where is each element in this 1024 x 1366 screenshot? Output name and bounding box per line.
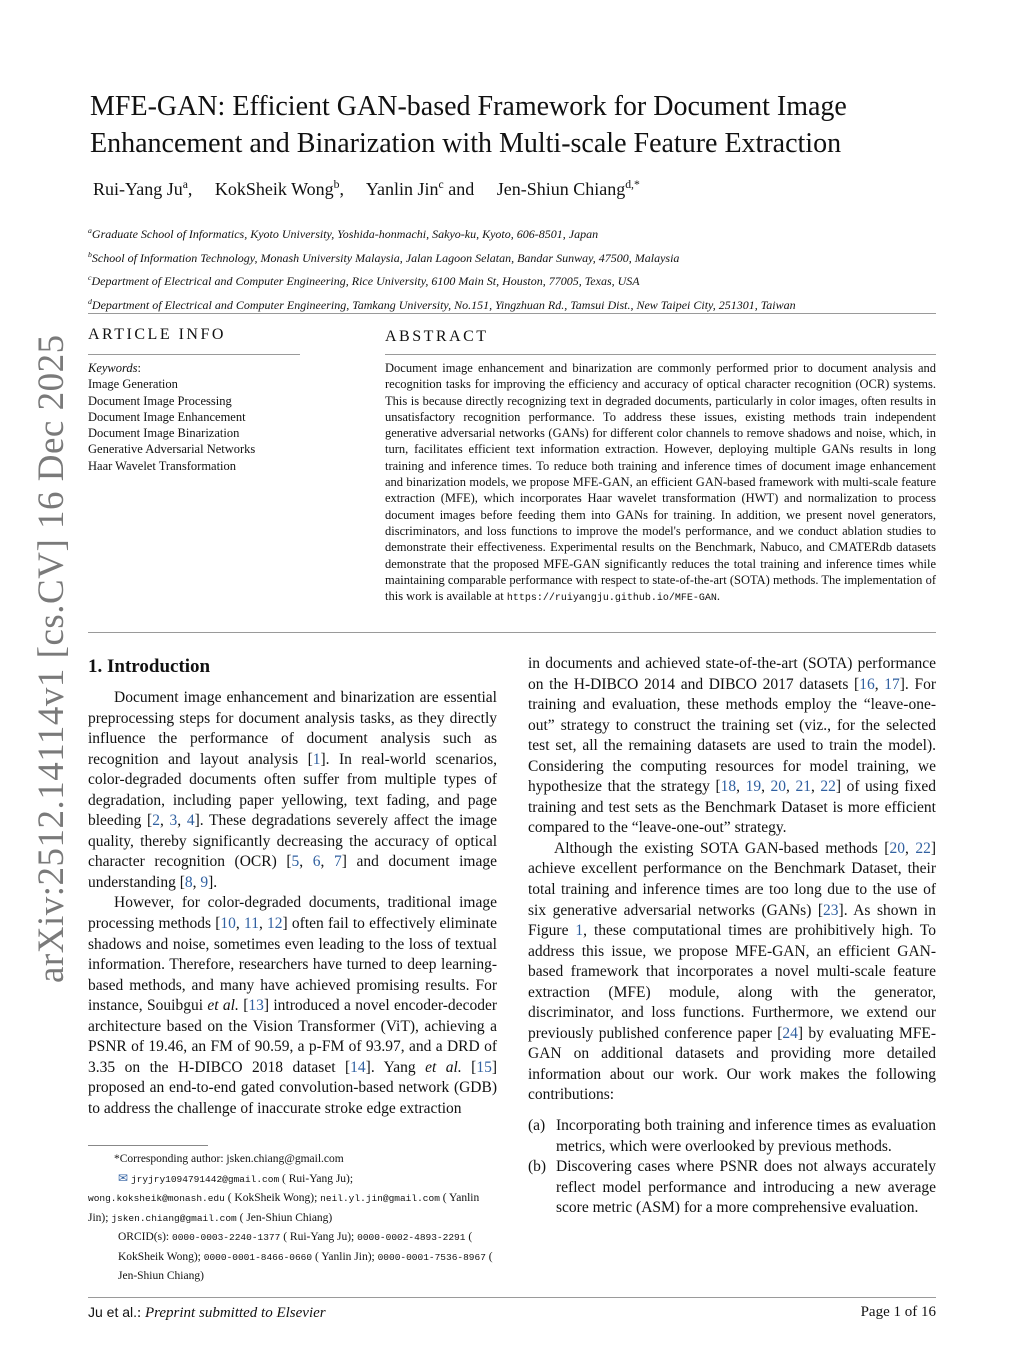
keyword-item: Document Image Binarization: [88, 426, 240, 441]
orcid-link[interactable]: 0000-0002-4893-2291: [357, 1232, 466, 1243]
affil-sup: c: [88, 273, 92, 282]
keywords-block: Keywords: Image Generation Document Image Processing Document Image Enhancement Document Image Binarization Generative Adversarial Networks Haar Wavelet Transformation: [88, 360, 328, 474]
text-run: ,: [235, 915, 245, 933]
text-run: ]. In real-world scenarios, color-degraded documents often suffer from multiple types of degradation, including paper yellowing, text fading, and page bleeding [: [88, 750, 497, 830]
text-run: ].: [208, 873, 218, 891]
orcid-line: [88, 1228, 497, 1286]
text-run: ,: [320, 853, 334, 871]
text-run: et al.: [425, 1058, 462, 1076]
abstract-divider: [385, 354, 936, 355]
affiliation-b: [88, 245, 948, 269]
citation-link[interactable]: 22: [915, 839, 931, 857]
list-label: (b): [528, 1158, 547, 1176]
citation-link[interactable]: 13: [248, 997, 264, 1015]
list-text: Discovering cases where PSNR does not always accurately reflect model performance and introducing a new average score metric (ASM) for a more comprehensive evaluation.: [556, 1158, 936, 1217]
citation-link[interactable]: 19: [745, 778, 762, 796]
author-sep: ,: [339, 179, 344, 199]
keyword-item: Image Generation: [88, 377, 178, 392]
email-owner: ( Rui-Yang Ju);: [279, 1172, 354, 1185]
orcid-label: ORCID(s):: [118, 1231, 172, 1243]
author-sup: b: [333, 178, 340, 191]
citation-link[interactable]: 9: [200, 873, 209, 891]
text-run: ]. As shown in Figure: [528, 901, 936, 940]
article-info-heading: ARTICLE INFO: [88, 326, 226, 343]
list-item: [528, 1157, 936, 1219]
envelope-icon: ✉: [118, 1170, 129, 1185]
email-link[interactable]: wong.koksheik@monash.edu: [88, 1193, 225, 1204]
text-run: Although the existing SOTA GAN-based methods [: [554, 839, 890, 857]
corresponding-text: Corresponding author: jsken.chiang@gmail.com: [119, 1153, 344, 1165]
abstract-bottom-divider: [88, 632, 936, 633]
footnote-divider: [88, 1145, 208, 1146]
email-link[interactable]: jsken.chiang@gmail.com: [111, 1212, 237, 1224]
text-run: ]. Yang: [365, 1058, 426, 1076]
text-run: ,: [810, 778, 821, 796]
paper-title: [90, 88, 950, 162]
keyword-item: Haar Wavelet Transformation: [88, 458, 237, 473]
author-sup: d,*: [625, 178, 640, 191]
author-sup: a: [182, 178, 188, 191]
text-run: ] by evaluating MFE-GAN on additional datasets and providing more detailed information about our work. Our work makes the following contributions:: [528, 1024, 936, 1104]
text-run: , these computational times are prohibitively high. To address this issue, we propose MFE-GAN, an efficient GAN-based framework that incorporates a novel multi-scale feature extraction (MFE) module, along with the generator, discriminator, and loss functions. Furthermore, we extend our previously published conference paper [: [528, 922, 937, 1042]
footnote: [88, 1150, 497, 1286]
author-1: [93, 179, 192, 199]
left-column: [88, 688, 497, 1119]
author-name: Yanlin Jin: [365, 179, 439, 199]
citation-link[interactable]: 14: [350, 1058, 366, 1076]
orcid-link[interactable]: 0000-0003-2240-1377: [172, 1232, 281, 1243]
text-run: ,: [736, 778, 746, 796]
text-run: ,: [177, 812, 187, 830]
affil-sup: a: [88, 226, 92, 235]
abstract-text: [385, 360, 936, 607]
text-run: ,: [192, 873, 201, 891]
list-item: [528, 1116, 936, 1157]
paragraph: [88, 688, 497, 893]
email-owner: ( Yanlin Jin);: [88, 1192, 480, 1224]
text-run: ] often fail to effectively eliminate shadows and noise, sometimes even leading to the loss of textual information. Therefore, researchers have turned to deep learning-based methods, and many have achieved promising results. For instance, Souibgui: [88, 915, 498, 1015]
text-run: ] and document image understanding [: [88, 853, 497, 891]
citation-link[interactable]: 12: [267, 915, 283, 933]
text-run: [: [461, 1058, 477, 1076]
citation-link[interactable]: 17: [884, 675, 900, 693]
author-sep: and: [443, 179, 475, 199]
footer-divider: [88, 1297, 936, 1298]
author-3: [366, 179, 474, 199]
text-run: ,: [761, 778, 771, 796]
paragraph: [88, 893, 497, 1119]
citation-link[interactable]: 7: [333, 853, 342, 871]
affiliation-a: [88, 221, 948, 245]
citation-link[interactable]: 11: [244, 915, 259, 933]
citation-link[interactable]: 24: [782, 1024, 798, 1042]
text-run: ,: [874, 675, 885, 693]
affiliation-c: [88, 268, 948, 292]
keyword-item: Document Image Enhancement: [88, 409, 246, 424]
keyword-item: Generative Adversarial Networks: [88, 442, 256, 457]
citation-link[interactable]: 16: [859, 675, 875, 693]
affil-sup: b: [88, 249, 92, 259]
text-run: ] of using fixed training and test sets as the Benchmark Dataset is more efficient compared to the “leave-one-out” strategy.: [528, 778, 937, 837]
affiliation-d: [88, 292, 948, 316]
text-run: ] introduced a novel encoder-decoder architecture based on the Vision Transformer (ViT), achieving a PSNR of 19.46, an FM of 90.59, a p-FM of 93.97, and a DRD of 3.35 on the H-DIBCO 2018 dataset [: [88, 997, 497, 1076]
orcid-link[interactable]: 0000-0001-7536-8967: [377, 1251, 486, 1263]
affil-text: Department of Electrical and Computer Engineering, Tamkang University, No.151, Yingzhuan Rd., Tamsui Dist., New Taipei City, 251301, Taiwan: [91, 297, 796, 312]
text-run: ,: [786, 778, 796, 796]
email-owner: ( KokSheik Wong);: [224, 1192, 321, 1204]
text-run: ,: [258, 915, 268, 933]
author-name: Rui-Yang Ju: [93, 179, 183, 199]
contributions-list: [528, 1116, 936, 1219]
header-divider: [88, 313, 936, 314]
text-run: [: [238, 997, 249, 1015]
orcid-owner: ( KokSheik Wong);: [118, 1231, 473, 1263]
affil-text: Department of Electrical and Computer Engineering, Rice University, 6100 Main St, Houston, 77005, Texas, USA: [91, 274, 640, 288]
email-link[interactable]: jryjry1094791442@gmail.com: [130, 1173, 280, 1185]
citation-link[interactable]: 22: [820, 778, 836, 796]
arxiv-identifier: arXiv:2512.14114v1 [cs.CV] 16 Dec 2025: [31, 334, 72, 983]
orcid-link[interactable]: 0000-0001-8466-0660: [203, 1251, 313, 1263]
citation-link[interactable]: 1: [575, 922, 584, 940]
text-run: Document image enhancement and binarization are essential preprocessing steps for document analysis tasks, as they directly influence the performance of document analysis such as recognition and layout analysis [: [88, 689, 497, 768]
orcid-owner: ( Yanlin Jin);: [312, 1250, 378, 1263]
citation-link[interactable]: 21: [795, 778, 811, 796]
corresponding-author: *Corresponding author: jsken.chiang@gmail.com: [114, 1153, 344, 1165]
email-link[interactable]: neil.yl.jin@gmail.com: [320, 1193, 440, 1204]
title-line-2: Enhancement and Binarization with Multi-scale Feature Extraction: [90, 128, 842, 159]
text-run: ,: [299, 853, 313, 871]
text-run: ] achieve excellent performance on the Benchmark Dataset, their total training and inference times are too long due to the use of six generative adversarial networks (GANs) [: [528, 839, 936, 919]
citation-link[interactable]: 20: [770, 778, 787, 796]
abstract-heading: ABSTRACT: [385, 328, 489, 345]
list-label: (a): [528, 1117, 546, 1135]
keyword-item: Document Image Processing: [88, 393, 232, 408]
citation-link[interactable]: 5: [291, 853, 300, 871]
citation-link[interactable]: 15: [476, 1058, 492, 1076]
author-name: Jen-Shiun Chiang: [496, 179, 626, 199]
text-run: ] proposed an end-to-end gated convolution-based network (GDB) to address the challenge of inaccurate stroke edge extraction: [88, 1058, 498, 1117]
email-line-1: [88, 1169, 497, 1190]
text-run: However, for color-degraded documents, traditional image processing methods [: [88, 894, 497, 933]
text-run: ]. For training and evaluation, these methods employ the “leave-one-out” strategy to construct the training set (viz., for the selected test set, all the remaining datasets are used to train the model). Considering the computing resources for model training, we hypothesize that the strategy [: [528, 675, 936, 796]
affil-text: Graduate School of Informatics, Kyoto University, Yoshida-honmachi, Sakyo-ku, Kyoto, 606-8501, Japan: [91, 227, 599, 241]
right-column: [528, 654, 936, 1219]
author-list: [93, 178, 640, 200]
title-line-1: MFE-GAN: Efficient GAN-based Framework for Document Image: [90, 91, 847, 122]
affil-sup: d: [88, 296, 92, 306]
citation-link[interactable]: 1: [312, 750, 321, 768]
citation-link[interactable]: 6: [312, 853, 321, 871]
author-sep: ,: [187, 179, 193, 199]
citation-link[interactable]: 23: [823, 901, 839, 919]
author-2: [215, 179, 344, 199]
section-heading-introduction: 1. Introduction: [88, 656, 211, 677]
footer-author: Ju et al.: [88, 1304, 138, 1320]
text-run: ,: [159, 812, 170, 830]
text-run: ,: [904, 839, 916, 857]
abstract-body: Document image enhancement and binarization are commonly performed prior to document analysis and recognition tasks for improving the efficiency and accuracy of optical character recognition (OCR) systems. This is because directly recognizing text in degraded documents, particularly in color images, often results in unsatisfactory recognition performance. To address these issues, existing methods train independent generative adversarial networks (GANs) for different color channels to remove shadows and noise, which, in turn, facilitates efficient text information extraction. However, deploying multiple GANs results in long training and inference times. To reduce both training and inference times of document image enhancement and binarization models, we propose MFE-GAN, an efficient GAN-based framework with multi-scale feature extraction (MFE), which incorporates Haar wavelet transformation (HWT) and normalization to process document images before feeding them into GANs for training. In addition, we present novel generators, discriminators, and loss functions to improve the model's performance, and we conduct ablation studies to demonstrate their effectiveness. Experimental results on the Benchmark, Nabuco, and CMATERdb datasets demonstrate that the proposed MFE-GAN significantly reduces the total training and inference times while maintaining comparable performance with respect to state-of-the-art (SOTA) methods. The implementation of this work is available at: [385, 361, 936, 604]
affiliations: [88, 221, 948, 315]
text-run: et al.: [207, 997, 239, 1015]
citation-link[interactable]: 3: [169, 812, 178, 830]
article-info-divider: [88, 354, 300, 355]
citation-link[interactable]: 2: [152, 812, 160, 830]
citation-link[interactable]: 4: [186, 812, 195, 830]
orcid-owner: ( Rui-Yang Ju);: [280, 1231, 358, 1243]
author-sup: c: [438, 178, 444, 191]
list-text: Incorporating both training and inference times as evaluation metrics, which were overlooked by previous methods.: [556, 1117, 936, 1155]
page-number: Page 1 of 16: [860, 1304, 936, 1320]
orcid-owner: ( Jen-Shiun Chiang): [118, 1250, 493, 1282]
citation-link[interactable]: 18: [720, 778, 737, 796]
paragraph: [528, 654, 936, 839]
text-run: ]. These degradations severely affect the image quality, thereby significantly decreasing the accuracy of optical character recognition (OCR) [: [88, 812, 497, 871]
email-line-2: [88, 1189, 497, 1228]
author-name: KokSheik Wong: [214, 179, 334, 199]
paragraph: [528, 839, 936, 1106]
affil-text: School of Information Technology, Monash University Malaysia, Jalan Lagoon Selatan, Bandar Sunway, 47500, Malaysia: [91, 250, 680, 265]
keywords-title: Keywords: [88, 361, 138, 375]
author-4: [497, 179, 640, 199]
text-run: in documents and achieved state-of-the-art (SOTA) performance on the H-DIBCO 2014 and DIBCO 2017 datasets [: [528, 655, 936, 693]
footer-sep: :: [137, 1305, 145, 1321]
citation-link[interactable]: 10: [220, 915, 236, 933]
email-owner: ( Jen-Shiun Chiang): [236, 1211, 333, 1224]
abstract-end: .: [716, 589, 721, 604]
citation-link[interactable]: 8: [184, 873, 193, 891]
project-link[interactable]: https://ruiyangju.github.io/MFE-GAN: [506, 593, 717, 605]
footer-left: [88, 1304, 326, 1322]
footer-venue: Preprint submitted to Elsevier: [144, 1305, 326, 1321]
citation-link[interactable]: 20: [889, 839, 905, 857]
